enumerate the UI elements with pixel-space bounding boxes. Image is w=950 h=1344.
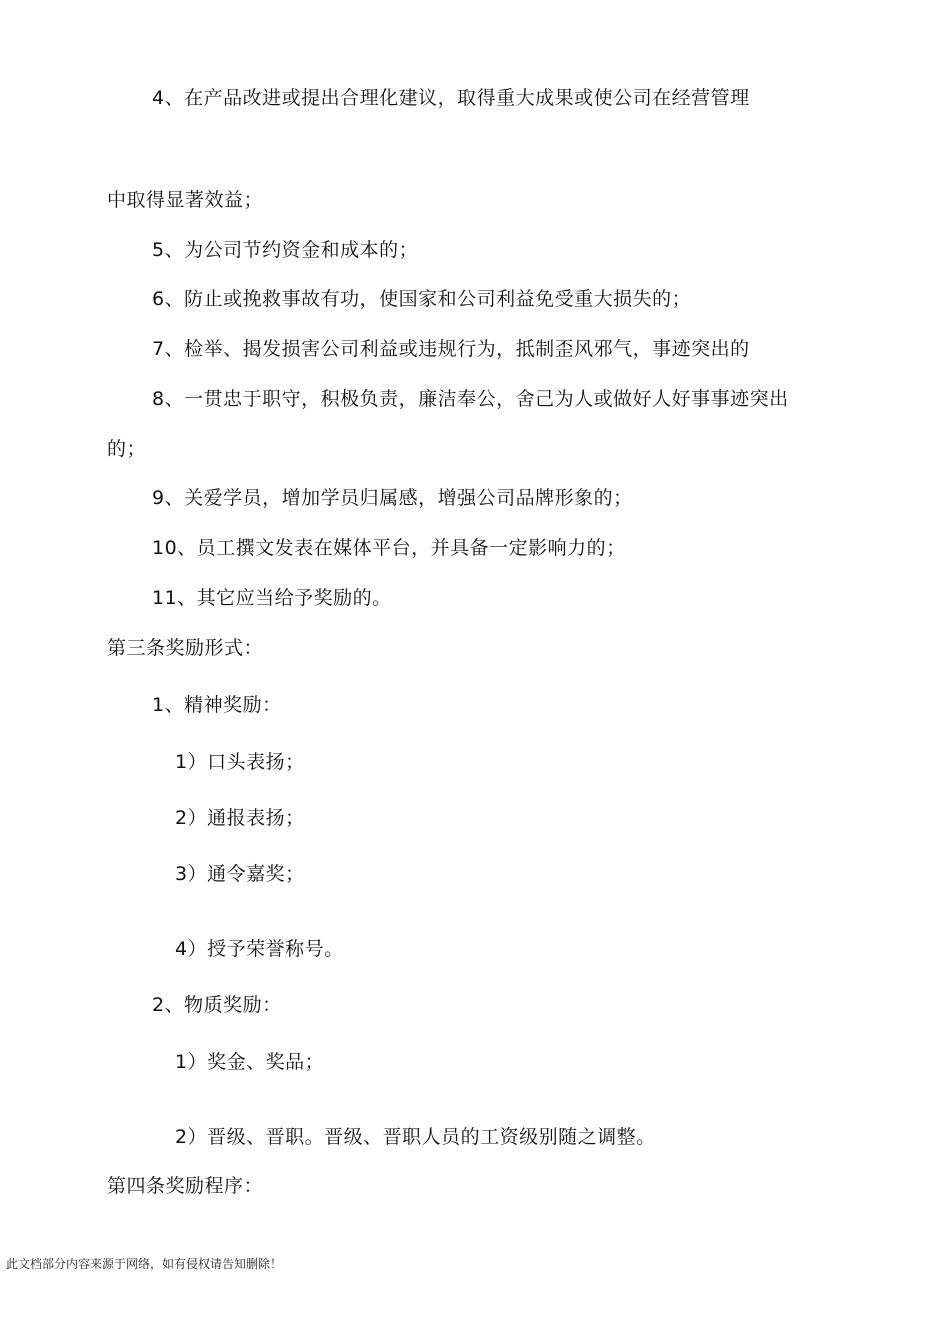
text-line-commendation: 3）通令嘉奖； bbox=[175, 863, 305, 885]
section-heading-article-4: 第四条奖励程序： bbox=[107, 1175, 264, 1197]
text-line-item-7: 7、检举、揭发损害公司利益或违规行为，抵制歪风邪气，事迹突出的 bbox=[152, 338, 750, 360]
text-line-item-11: 11、其它应当给予奖励的。 bbox=[152, 587, 392, 609]
text-line-item-6: 6、防止或挽救事故有功，使国家和公司利益免受重大损失的； bbox=[152, 288, 692, 310]
footer-disclaimer: 此文档部分内容来源于网络，如有侵权请告知删除！ bbox=[6, 1257, 283, 1271]
text-line-item-5: 5、为公司节约资金和成本的； bbox=[152, 239, 419, 261]
text-line-notice-praise: 2）通报表扬； bbox=[175, 807, 305, 829]
text-line-promotion: 2）晋级、晋职。晋级、晋职人员的工资级别随之调整。 bbox=[175, 1126, 656, 1148]
text-line-item-8-cont: 的； bbox=[107, 438, 147, 460]
text-line-item-10: 10、员工撰文发表在媒体平台，并具备一定影响力的； bbox=[152, 537, 626, 559]
text-line-spiritual-reward: 1、精神奖励： bbox=[152, 694, 282, 716]
text-line-item-4: 4、在产品改进或提出合理化建议，取得重大成果或使公司在经营管理 bbox=[152, 87, 750, 109]
text-line-bonus-prize: 1）奖金、奖品； bbox=[175, 1051, 325, 1073]
text-line-item-4-cont: 中取得显著效益； bbox=[107, 189, 264, 211]
text-line-honor-title: 4）授予荣誉称号。 bbox=[175, 938, 344, 960]
text-line-verbal-praise: 1）口头表扬； bbox=[175, 751, 305, 773]
text-line-item-9: 9、关爱学员，增加学员归属感，增强公司品牌形象的； bbox=[152, 487, 633, 509]
text-line-item-8: 8、一贯忠于职守，积极负责，廉洁奉公，舍己为人或做好人好事事迹突出 bbox=[152, 388, 789, 410]
text-line-material-reward: 2、物质奖励： bbox=[152, 994, 282, 1016]
section-heading-article-3: 第三条奖励形式： bbox=[107, 637, 264, 659]
